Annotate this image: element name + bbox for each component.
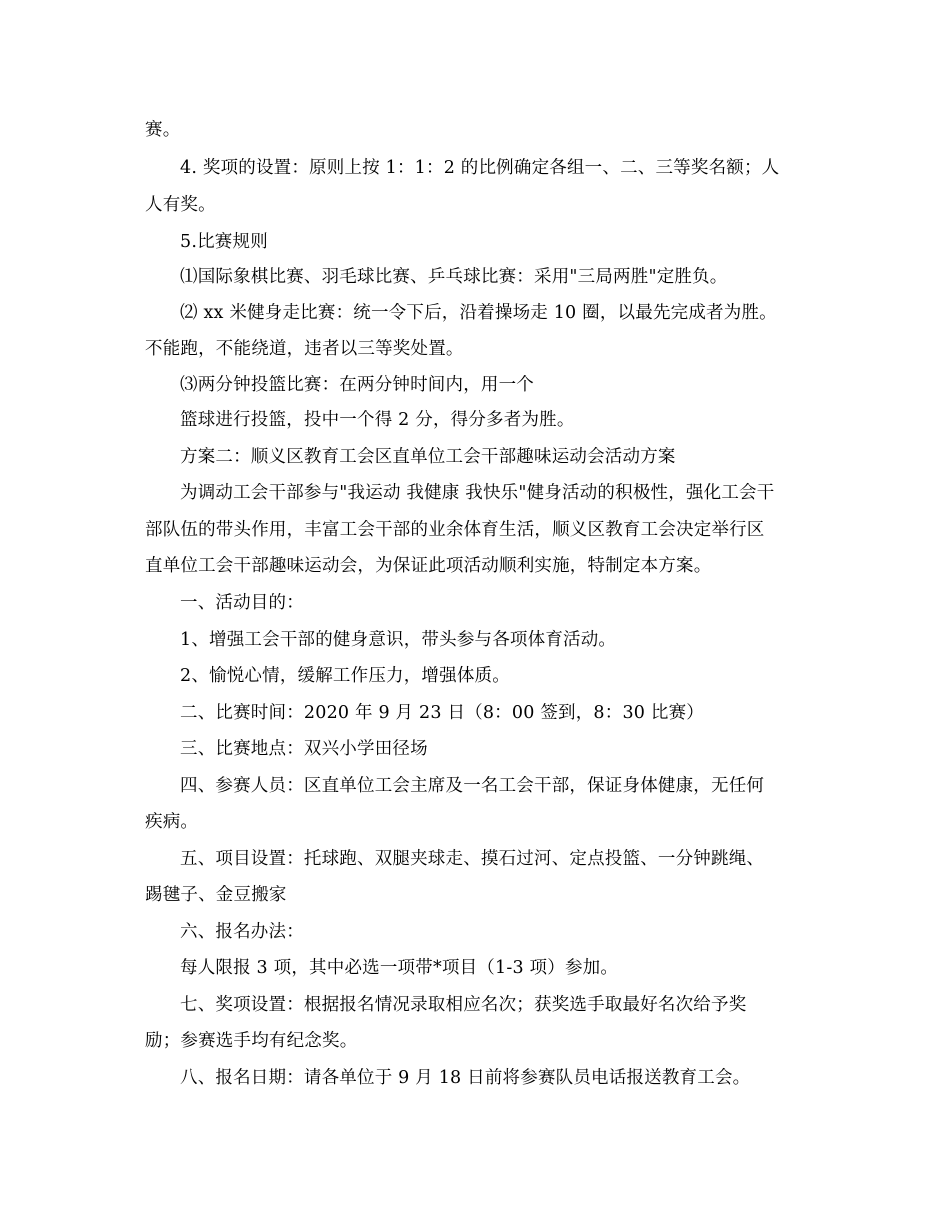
text-line: 一、活动目的： [180, 593, 304, 613]
text-line: 疾病。 [145, 812, 199, 832]
text-line: 不能跑，不能绕道，违者以三等奖处置。 [145, 339, 464, 359]
text-line: 2、愉悦心情，缓解工作压力，增强体质。 [180, 666, 510, 686]
text-line: 励；参赛选手均有纪念奖。 [145, 1031, 358, 1051]
text-line: 部队伍的带头作用，丰富工会干部的业余体育生活，顺义区教育工会决定举行区 [145, 520, 765, 540]
text-line: 为调动工会干部参与"我运动 我健康 我快乐"健身活动的积极性，强化工会干 [180, 483, 775, 503]
text-line: ⑵ xx 米健身走比赛：统一令下后，沿着操场走 10 圈，以最先完成者为胜。 [180, 303, 777, 323]
text-line: 1、增强工会干部的健身意识，带头参与各项体育活动。 [180, 630, 617, 650]
text-line: 七、奖项设置：根据报名情况录取相应名次；获奖选手取最好名次给予奖 [180, 995, 747, 1015]
text-line: 六、报名办法： [180, 922, 304, 942]
text-line: ⑶两分钟投篮比赛：在两分钟时间内，用一个 [180, 375, 534, 395]
text-line: ⑴国际象棋比赛、羽毛球比赛、乒乓球比赛：采用"三局两胜"定胜负。 [180, 267, 728, 287]
text-line: 八、报名日期：请各单位于 9 月 18 日前将参赛队员电话报送教育工会。 [180, 1068, 751, 1088]
text-line: 四、参赛人员：区直单位工会主席及一名工会干部，保证身体健康，无任何 [180, 776, 765, 796]
text-line: 人有奖。 [145, 195, 216, 215]
text-line: 三、比赛地点：双兴小学田径场 [180, 739, 428, 759]
text-line: 方案二：顺义区教育工会区直单位工会干部趣味运动会活动方案 [180, 447, 676, 467]
text-line: 直单位工会干部趣味运动会，为保证此项活动顺利实施，特制定本方案。 [145, 556, 712, 576]
text-line: 五、项目设置：托球跑、双腿夹球走、摸石过河、定点投篮、一分钟跳绳、 [180, 849, 765, 869]
text-line: 二、比赛时间：2020 年 9 月 23 日（8：00 签到，8：30 比赛） [180, 703, 704, 723]
text-line: 每人限报 3 项，其中必选一项带*项目（1-3 项）参加。 [180, 958, 619, 978]
text-line: 踢毽子、金豆搬家 [145, 885, 287, 905]
text-line: 赛。 [145, 120, 181, 140]
text-line: 篮球进行投篮，投中一个得 2 分，得分多者为胜。 [180, 410, 575, 430]
text-line: 4. 奖项的设置：原则上按 1：1：2 的比例确定各组一、二、三等奖名额；人 [180, 158, 780, 178]
text-line: 5.比赛规则 [180, 232, 268, 252]
